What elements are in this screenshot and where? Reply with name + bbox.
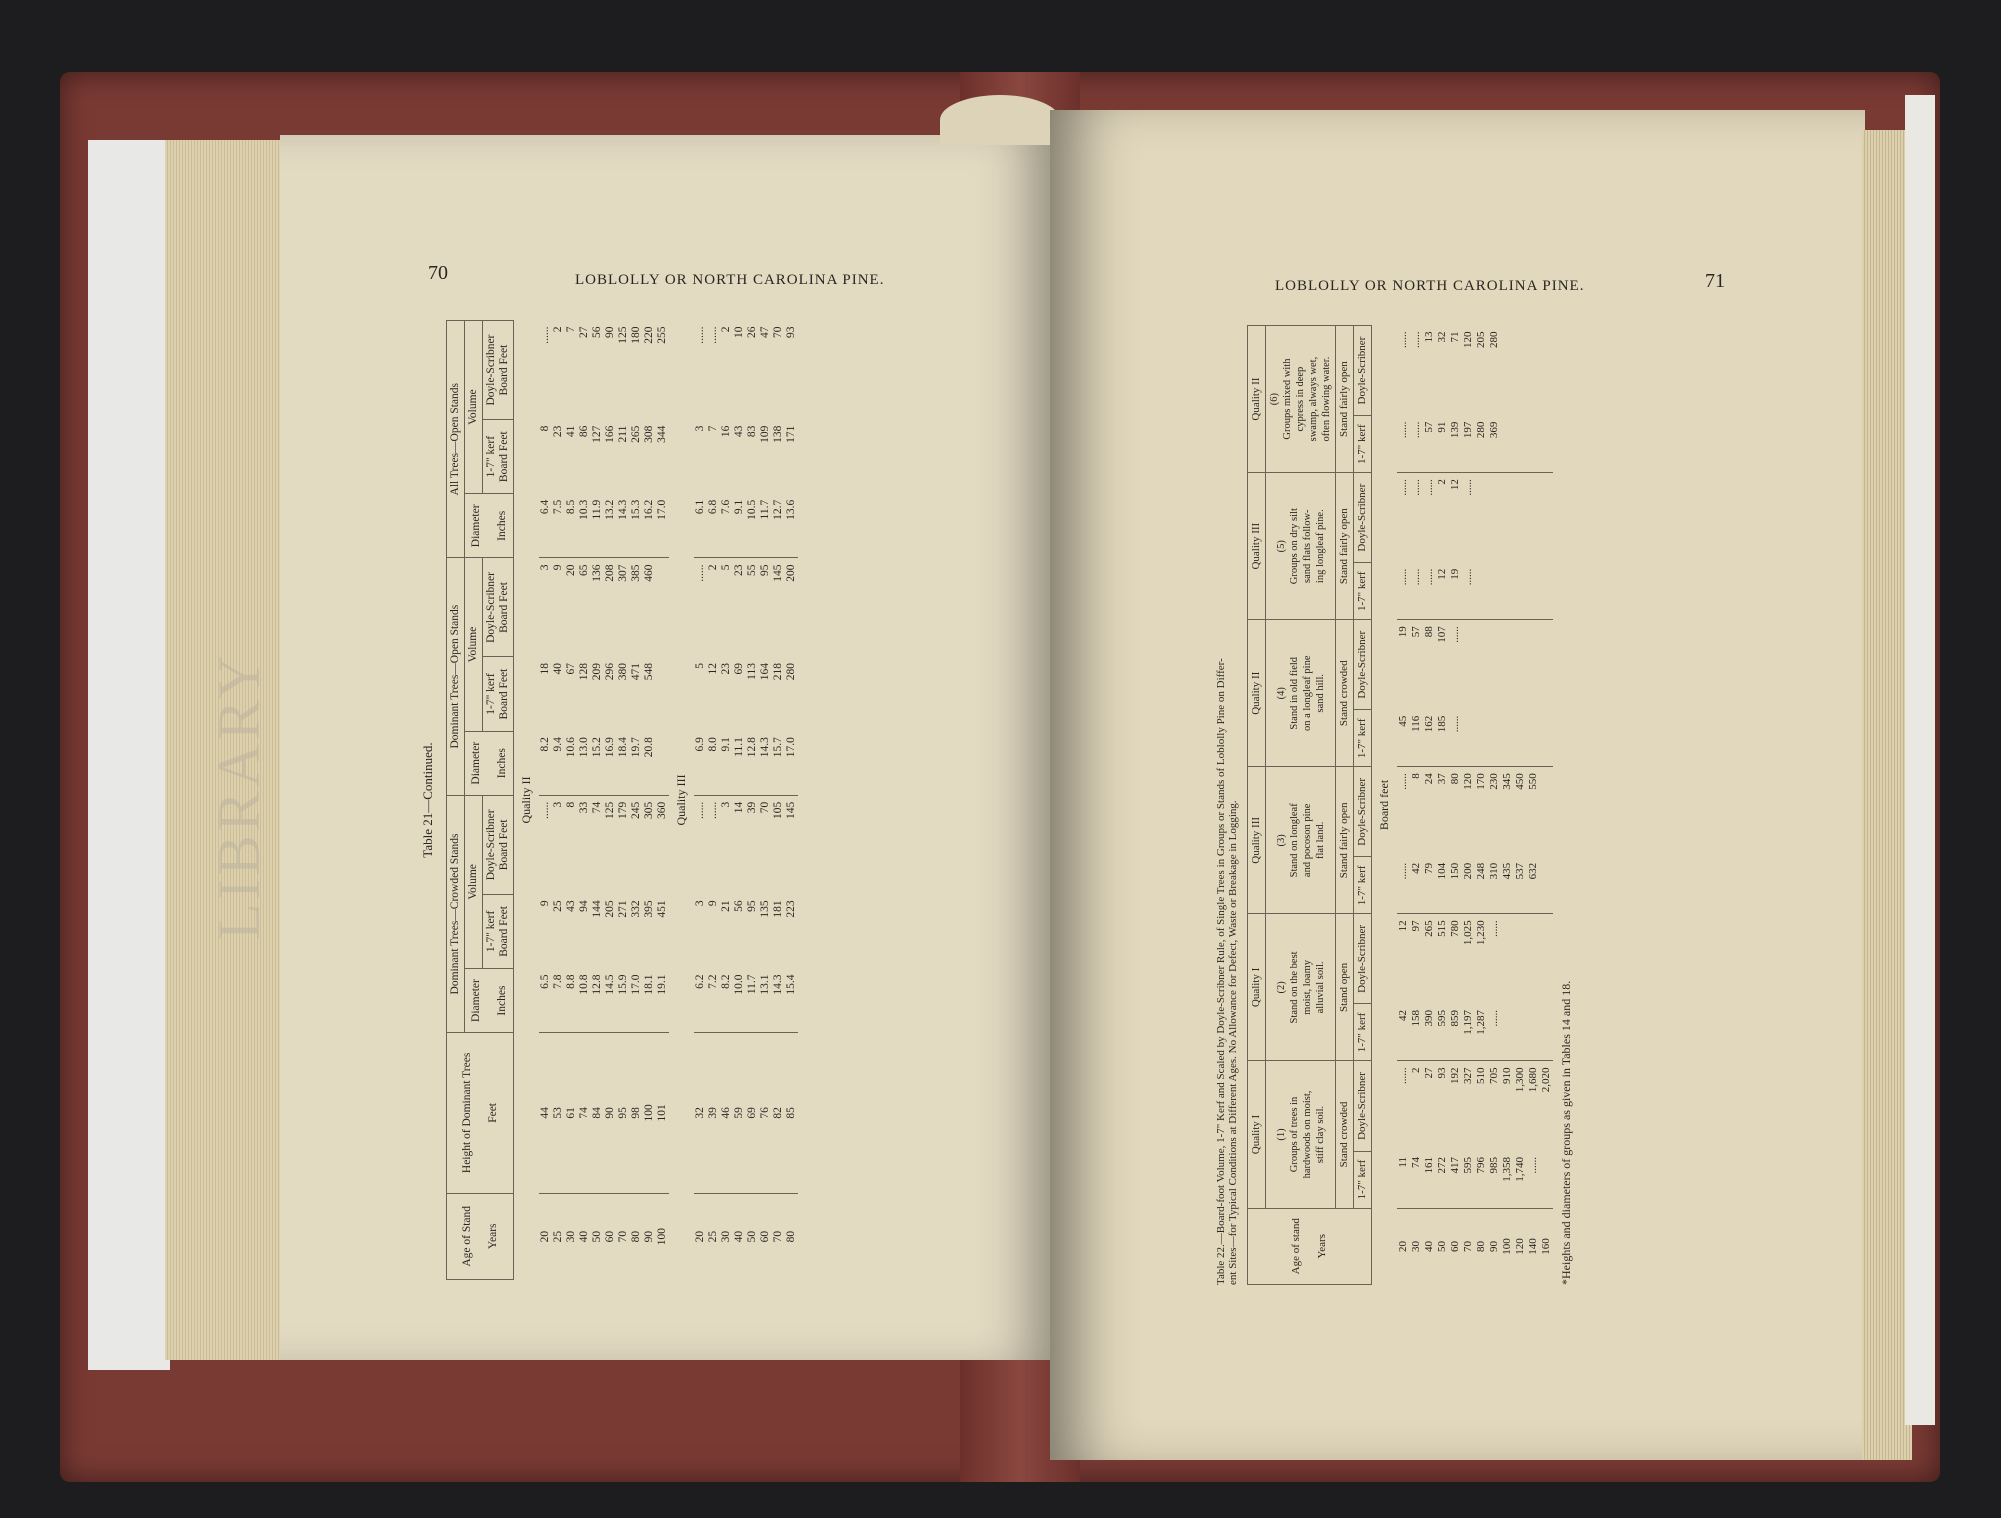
col-quality-1b: Quality I <box>1248 914 1266 1061</box>
col-volume: Volume <box>465 795 483 968</box>
cell-ao-kerf: 3 7 16 43 83 109 138 171 <box>694 425 797 443</box>
cell-do-diam: 6.9 8.0 9.1 11.1 12.8 14.3 15.7 17.0 <box>694 731 798 795</box>
col-doyle: Doyle-Scribner <box>1354 914 1372 1004</box>
cell-dc-kerf: 3 9 21 56 95 135 181 223 <box>694 900 797 918</box>
col-age: Age of stand Years <box>1248 1208 1372 1284</box>
quality-iii-label: Quality III <box>674 774 688 826</box>
stand-3: Stand fairly open <box>1336 767 1354 914</box>
stand-4: Stand crowded <box>1336 620 1354 767</box>
cell-dc-diam: 6.2 7.2 8.2 10.0 11.7 13.1 14.3 15.4 <box>694 968 798 1032</box>
col-kerf: 1-7" kerf Board Feet <box>483 420 514 494</box>
col-doyle: Doyle-Scribner Board Feet <box>483 795 514 894</box>
stand-6: Stand fairly open <box>1336 326 1354 473</box>
col-doyle: Doyle-Scribner Board Feet <box>483 321 514 420</box>
cell-age: 20 25 30 40 50 60 70 80 <box>694 1230 797 1243</box>
cell-do-kerf: 5 12 23 69 113 164 218 280 <box>694 662 797 681</box>
stand-5: Stand fairly open <box>1336 473 1354 620</box>
cell-age: 20 25 30 40 50 60 70 80 90 100 <box>539 1227 668 1246</box>
cell-d1: ...... 2 27 93 192 327 510 705 910 1,300 1,680 2,020 <box>1397 1067 1552 1093</box>
quality-ii-rows <box>539 321 669 1280</box>
footnote: *Heights and diameters of groups as given in Tables 14 and 18. <box>1559 980 1573 1285</box>
page-number-right: 71 <box>1705 270 1725 292</box>
cell-do-doyle: 3 9 20 65 136 208 307 385 460 <box>539 564 655 582</box>
table-caption-line-1: Table 22.—Board-foot Volume, 1-7" Kerf and Scaled by Doyle-Scribner Rule, of Single Trees in Groups or Stands of Loblolly Pine on Differ- <box>1215 658 1227 1285</box>
col-doyle: Doyle-Scribner <box>1354 1061 1372 1151</box>
site-desc-1: (1) Groups of trees in hardwoods on moist, stiff clay soil. <box>1266 1061 1336 1208</box>
col-kerf: 1-7" kerf <box>1354 857 1372 914</box>
table-22-rows <box>1397 326 1553 1285</box>
col-kerf: 1-7" kerf <box>1354 416 1372 473</box>
col-quality-3a: Quality III <box>1248 767 1266 914</box>
cell-height: 44 53 61 74 84 90 95 98 100 101 <box>539 1033 669 1193</box>
running-head-left: LOBLOLLY OR NORTH CAROLINA PINE. <box>575 272 885 288</box>
group-dominant-open: Dominant Trees—Open Stands <box>447 558 465 795</box>
board-feet-label: Board feet <box>1377 779 1391 831</box>
cell-ao-diam: 6.4 7.5 8.5 10.3 11.9 13.2 14.3 15.3 16.2 17.0 <box>539 494 669 558</box>
col-height: Height of Dominant Trees Feet <box>447 1033 514 1193</box>
running-head-right: LOBLOLLY OR NORTH CAROLINA PINE. <box>1275 278 1585 294</box>
cell-do-doyle: ...... 2 5 23 55 95 145 200 <box>694 564 797 582</box>
col-doyle: Doyle-Scribner <box>1354 326 1372 416</box>
site-desc-3: (3) Stand on longleaf and pocoson pine flat land. <box>1266 767 1336 914</box>
col-volume: Volume <box>465 321 483 494</box>
col-quality-2a: Quality II <box>1248 620 1266 767</box>
cell-k1: 11 74 161 272 417 595 796 985 1,358 1,740 ...... <box>1397 1151 1553 1208</box>
col-kerf: 1-7" kerf Board Feet <box>483 894 514 968</box>
cell-d2: 12 97 265 515 780 1,025 1,230 ...... <box>1397 920 1500 946</box>
right-endpaper <box>1905 95 1935 1425</box>
site-desc-6: (6) Groups mixed with cypress in deep swamp, always wet, often flowing water. <box>1266 326 1336 473</box>
table-caption: Table 21—Continued. <box>420 742 435 858</box>
site-desc-2: (2) Stand on the best moist, loamy alluvial soil. <box>1266 914 1336 1061</box>
col-doyle: Doyle-Scribner <box>1354 767 1372 857</box>
cell-d3: ...... 8 24 37 80 120 170 230 345 450 550 <box>1397 773 1539 790</box>
cell-ao-doyle: ...... 2 7 27 56 90 125 180 220 255 <box>539 326 668 344</box>
group-all-open: All Trees—Open Stands <box>447 321 465 558</box>
cell-d6: ...... ...... 13 32 71 120 205 280 <box>1397 331 1500 348</box>
col-doyle: Doyle-Scribner <box>1354 473 1372 563</box>
cell-k4: 45 116 162 185 ...... <box>1397 710 1553 767</box>
col-kerf: 1-7" kerf Board Feet <box>483 657 514 731</box>
cell-do-diam: 8.2 9.4 10.6 13.0 15.2 16.9 18.4 19.7 20.8 <box>539 731 669 795</box>
col-kerf: 1-7" kerf <box>1354 563 1372 620</box>
cell-dc-doyle: ...... 3 8 33 74 125 179 245 305 360 <box>539 801 668 820</box>
col-kerf: 1-7" kerf <box>1354 710 1372 767</box>
col-age: Age of Stand Years <box>447 1193 514 1279</box>
cell-ao-kerf: 8 23 41 86 127 166 211 265 308 344 <box>539 425 668 443</box>
col-kerf: 1-7" kerf <box>1354 1151 1372 1208</box>
gutter <box>940 95 1060 145</box>
col-diameter: Diameter Inches <box>465 731 514 795</box>
cell-dc-doyle: ...... ...... 3 14 39 70 105 145 <box>694 801 797 820</box>
col-doyle: Doyle-Scribner <box>1354 620 1372 710</box>
bleed-through-stamp: LIBRARY <box>206 651 272 940</box>
cell-age: 20 30 40 50 60 70 80 90 100 120 140 160 <box>1397 1238 1552 1255</box>
quality-ii-label: Quality II <box>519 776 533 824</box>
cell-k2: 42 158 390 595 859 1,197 1,287 ...... <box>1397 1004 1553 1061</box>
site-desc-4: (4) Stand in old field on a longleaf pine sand hill. <box>1266 620 1336 767</box>
cell-k3: ...... 42 79 104 150 200 248 310 435 537 632 <box>1397 857 1553 914</box>
cell-d5: ...... ...... ...... 2 12 ...... <box>1397 479 1474 496</box>
cell-dc-diam: 6.5 7.8 8.8 10.8 12.8 14.5 15.9 17.0 18.1 19.1 <box>539 968 669 1032</box>
stand-1: Stand crowded <box>1336 1061 1354 1208</box>
table-22 <box>1215 310 1574 1285</box>
cell-k6: ...... ...... 57 91 139 197 280 369 <box>1397 416 1553 473</box>
page-number-left: 70 <box>428 262 448 284</box>
cell-dc-kerf: 9 25 43 94 144 205 271 332 395 451 <box>539 900 668 918</box>
col-quality-1a: Quality I <box>1248 1061 1266 1208</box>
col-volume: Volume <box>465 558 483 731</box>
cell-height: 32 39 46 59 69 76 82 85 <box>694 1033 798 1193</box>
quality-iii-rows <box>694 321 798 1280</box>
cell-do-kerf: 18 40 67 128 209 296 380 471 548 <box>539 662 655 681</box>
col-kerf: 1-7" kerf <box>1354 1004 1372 1061</box>
col-diameter: Diameter Inches <box>465 494 514 558</box>
table-21 <box>446 320 798 1280</box>
col-doyle: Doyle-Scribner Board Feet <box>483 558 514 657</box>
cell-d4: 19 57 88 107 ...... <box>1397 626 1461 643</box>
table-22-grid <box>1247 325 1553 1285</box>
site-desc-5: (5) Groups on dry silt sand flats follow- ing longleaf pine. <box>1266 473 1336 620</box>
cell-ao-doyle: ...... ...... 2 10 26 47 70 93 <box>694 326 797 344</box>
col-diameter: Diameter Inches <box>465 968 514 1032</box>
group-dominant-crowded: Dominant Trees—Crowded Stands <box>447 795 465 1032</box>
col-quality-3b: Quality III <box>1248 473 1266 620</box>
cell-ao-diam: 6.1 6.8 7.6 9.1 10.5 11.7 12.7 13.6 <box>694 494 798 558</box>
table-caption-line-2: ent Sites—for Typical Conditions at Different Ages. No Allowance for Defect, Waste or Breakage in Logging. <box>1227 800 1239 1285</box>
left-endpaper <box>88 140 170 1370</box>
stand-2: Stand open <box>1336 914 1354 1061</box>
col-quality-2b: Quality II <box>1248 326 1266 473</box>
cell-k5: ...... ...... ...... 12 19 ...... <box>1397 563 1553 620</box>
table-21-continued <box>420 320 798 1280</box>
